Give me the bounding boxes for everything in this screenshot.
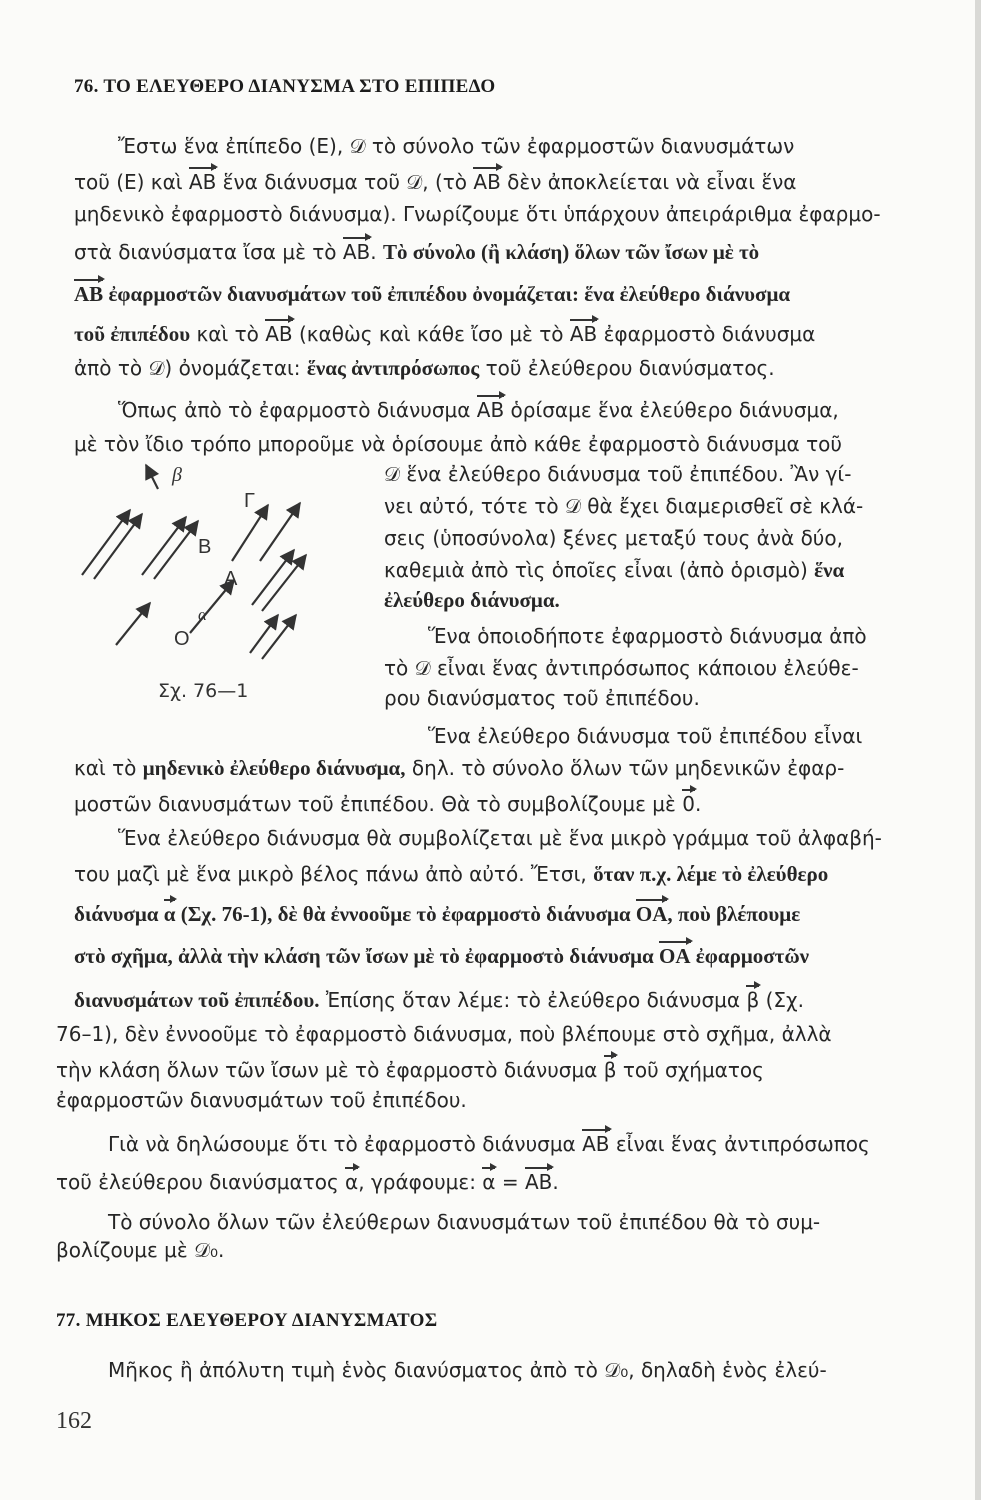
vector-OA: OA — [635, 902, 668, 926]
vector-AB: AB — [476, 398, 505, 422]
p4-line-1: Ἕνα ἐλεύθερο διάνυσμα τοῦ ἐπιπέδου εἶναι — [428, 724, 863, 748]
p3-line-2: τὸ 𝒟 εἶναι ἕνας ἀντιπρόσωπος κάποιου ἐλεύθε- — [384, 656, 859, 680]
p5-line-5: διανυσμάτων τοῦ ἐπιπέδου. Ἐπίσης ὅταν λέμε: τὸ ἐλεύθερο διάνυσμα β (Σχ. — [74, 988, 804, 1012]
vector-arrow — [260, 503, 300, 561]
vector-AB: AB — [582, 1132, 610, 1156]
p5-line-4: στὸ σχῆμα, ἀλλὰ τὴν κλάση τῶν ἴσων μὲ τὸ ἐφαρμοστὸ διάνυσμα OA ἐφαρμοστῶν — [74, 944, 810, 968]
vector-arrow — [94, 514, 142, 579]
label-alpha: α — [198, 605, 207, 624]
label-gamma: Γ — [244, 490, 256, 512]
vector-AB: AB — [265, 322, 293, 346]
vector-AB: AB — [524, 1170, 553, 1194]
vector-AB: AB — [74, 282, 104, 306]
p7-line-1: Τὸ σύνολο ὅλων τῶν ἐλεύθερων διανυσμάτων τοῦ ἐπιπέδου θὰ τὸ συμ- — [108, 1210, 821, 1234]
p2-line-2: μὲ τὸν ἴδιο τρόπο μποροῦμε νὰ ὁρίσουμε ἀπὸ κάθε ἐφαρμοστὸ διάνυσμα τοῦ — [74, 432, 842, 456]
p5-line-3: διάνυσμα α (Σχ. 76-1), δὲ θὰ ἐννοοῦμε τὸ ἐφαρμοστὸ διάνυσμα OA, ποὺ βλέπουμε — [74, 902, 801, 926]
vector-AB: AB — [473, 170, 501, 194]
figure-caption: Σχ. 76—1 — [158, 680, 249, 702]
vector-alpha: α — [482, 1170, 496, 1194]
p6-line-1: Γιὰ νὰ δηλώσουμε ὅτι τὸ ἐφαρμοστὸ διάνυσμα AB εἶναι ἕνας ἀντιπρόσωπος — [108, 1132, 870, 1156]
p1-line-3: μηδενικὸ ἐφαρμοστὸ διάνυσμα). Γνωρίζουμε ὅτι ὑπάρχουν ἀπειράριθμα ἐφαρμο- — [74, 202, 881, 226]
vector-beta: β — [603, 1058, 617, 1082]
label-O: Ο — [174, 628, 190, 650]
vector-beta: β — [746, 988, 760, 1012]
p3-line-1: Ἕνα ὁποιοδήποτε ἐφαρμοστὸ διάνυσμα ἀπὸ — [428, 624, 867, 648]
p5-line-1: Ἕνα ἐλεύθερο διάνυσμα θὰ συμβολίζεται μὲ ἕνα μικρὸ γράμμα τοῦ ἀλφαβή- — [118, 826, 882, 850]
p5-line-8: ἐφαρμοστῶν διανυσμάτων τοῦ ἐπιπέδου. — [56, 1088, 467, 1112]
section-76-heading: 76. ΤΟ ΕΛΕΥΘΕΡΟ ΔΙΑΝΥΣΜΑ ΣΤΟ ΕΠΙΠΕΔΟ — [74, 76, 496, 97]
p1-line-4: στὰ διανύσματα ἴσα μὲ τὸ AB. Τὸ σύνολο (ἢ κλάση) ὅλων τῶν ἴσων μὲ τὸ — [74, 240, 760, 264]
page-number: 162 — [56, 1408, 92, 1434]
vector-arrow-beta — [146, 465, 158, 489]
vector-alpha: α — [163, 902, 176, 926]
vector-arrow-AB — [232, 505, 268, 561]
p5-line-6: 76–1), δὲν ἐννοοῦμε τὸ ἐφαρμοστὸ διάνυσμα, ποὺ βλέπουμε στὸ σχῆμα, ἀλλὰ — [56, 1022, 832, 1046]
vector-arrow — [262, 615, 296, 659]
vector-zero: 0 — [682, 792, 695, 816]
p1-line-7: ἀπὸ τὸ 𝒟) ὀνομάζεται: ἕνας ἀντιπρόσωπος τοῦ ἐλεύθερου διανύσματος. — [74, 356, 775, 380]
p4-line-3: μοστῶν διανυσμάτων τοῦ ἐπιπέδου. Θὰ τὸ συμβολίζουμε μὲ 0. — [74, 792, 702, 816]
vector-AB: AB — [342, 240, 371, 264]
p1-line-1: Ἔστω ἕνα ἐπίπεδο (Ε), 𝒟 τὸ σύνολο τῶν ἐφαρμοστῶν διανυσμάτων — [118, 134, 795, 158]
label-B: Β — [198, 536, 212, 558]
p2-line-3: 𝒟 ἕνα ἐλεύθερο διάνυσμα τοῦ ἐπιπέδου. Ἂν γί- — [384, 462, 852, 486]
vector-OA: OA — [659, 944, 691, 968]
p2-line-6: καθεμιὰ ἀπὸ τὶς ὁποῖες εἶναι (ἀπὸ ὁρισμὸ) ἕνα — [384, 558, 845, 582]
p6-line-2: τοῦ ἐλεύθερου διανύσματος α, γράφουμε: α = AB. — [56, 1170, 559, 1194]
vector-AB: AB — [188, 170, 217, 194]
vector-AB: AB — [569, 322, 598, 346]
p2-line-5: σεις (ὑποσύνολα) ξένες μεταξύ τους ἀνὰ δύο, — [384, 526, 843, 550]
p1-line-6: τοῦ ἐπιπέδου καὶ τὸ AB (καθὼς καὶ κάθε ἴσο μὲ τὸ AB ἐφαρμοστὸ διάνυσμα — [74, 322, 816, 346]
section-77-heading: 77. ΜΗΚΟΣ ΕΛΕΥΘΕΡΟΥ ΔΙΑΝΥΣΜΑΤΟΣ — [56, 1310, 438, 1331]
label-A: Α — [224, 568, 238, 590]
p1-line-5: AB ἐφαρμοστῶν διανυσμάτων τοῦ ἐπιπέδου ὀνομάζεται: ἕνα ἐλεύθερο διάνυσμα — [74, 282, 791, 306]
vector-arrow — [82, 510, 130, 575]
p5-line-2: του μαζὶ μὲ ἕνα μικρὸ βέλος πάνω ἀπὸ αὐτό. Ἔτσι, ὅταν π.χ. λέμε τὸ ἐλεύθερο — [74, 862, 829, 886]
p7-line-2: βολίζουμε μὲ 𝒟₀. — [56, 1238, 225, 1262]
vector-arrow — [116, 603, 150, 645]
vector-alpha: α — [345, 1170, 359, 1194]
vector-arrow — [250, 615, 278, 653]
p2-line-4: νει αὐτό, τότε τὸ 𝒟 θὰ ἔχει διαμερισθεῖ σὲ κλά- — [384, 494, 864, 518]
p2-line-1: Ὅπως ἀπὸ τὸ ἐφαρμοστὸ διάνυσμα AB ὁρίσαμε ἕνα ἐλεύθερο διάνυσμα, — [118, 398, 839, 422]
book-spine-shadow — [975, 0, 981, 1500]
s77-line-1: Μῆκος ἢ ἀπόλυτη τιμὴ ἑνὸς διανύσματος ἀπὸ τὸ 𝒟₀, δηλαδὴ ἑνὸς ἐλεύ- — [108, 1358, 827, 1382]
figure-76-1 — [72, 455, 352, 705]
p3-line-3: ρου διανύσματος τοῦ ἐπιπέδου. — [384, 686, 700, 710]
p5-line-7: τὴν κλάση ὅλων τῶν ἴσων μὲ τὸ ἐφαρμοστὸ διάνυσμα β τοῦ σχήματος — [56, 1058, 764, 1082]
label-beta: β — [172, 464, 182, 486]
p4-line-2: καὶ τὸ μηδενικὸ ἐλεύθερο διάνυσμα, δηλ. τὸ σύνολο ὅλων τῶν μηδενικῶν ἐφαρ- — [74, 756, 845, 780]
p1-line-2: τοῦ (Ε) καὶ AB ἕνα διάνυσμα τοῦ 𝒟, (τὸ AB δὲν ἀποκλείεται νὰ εἶναι ἕνα — [74, 170, 797, 194]
p2-line-7: ἐλεύθερο διάνυσμα. — [384, 588, 560, 612]
